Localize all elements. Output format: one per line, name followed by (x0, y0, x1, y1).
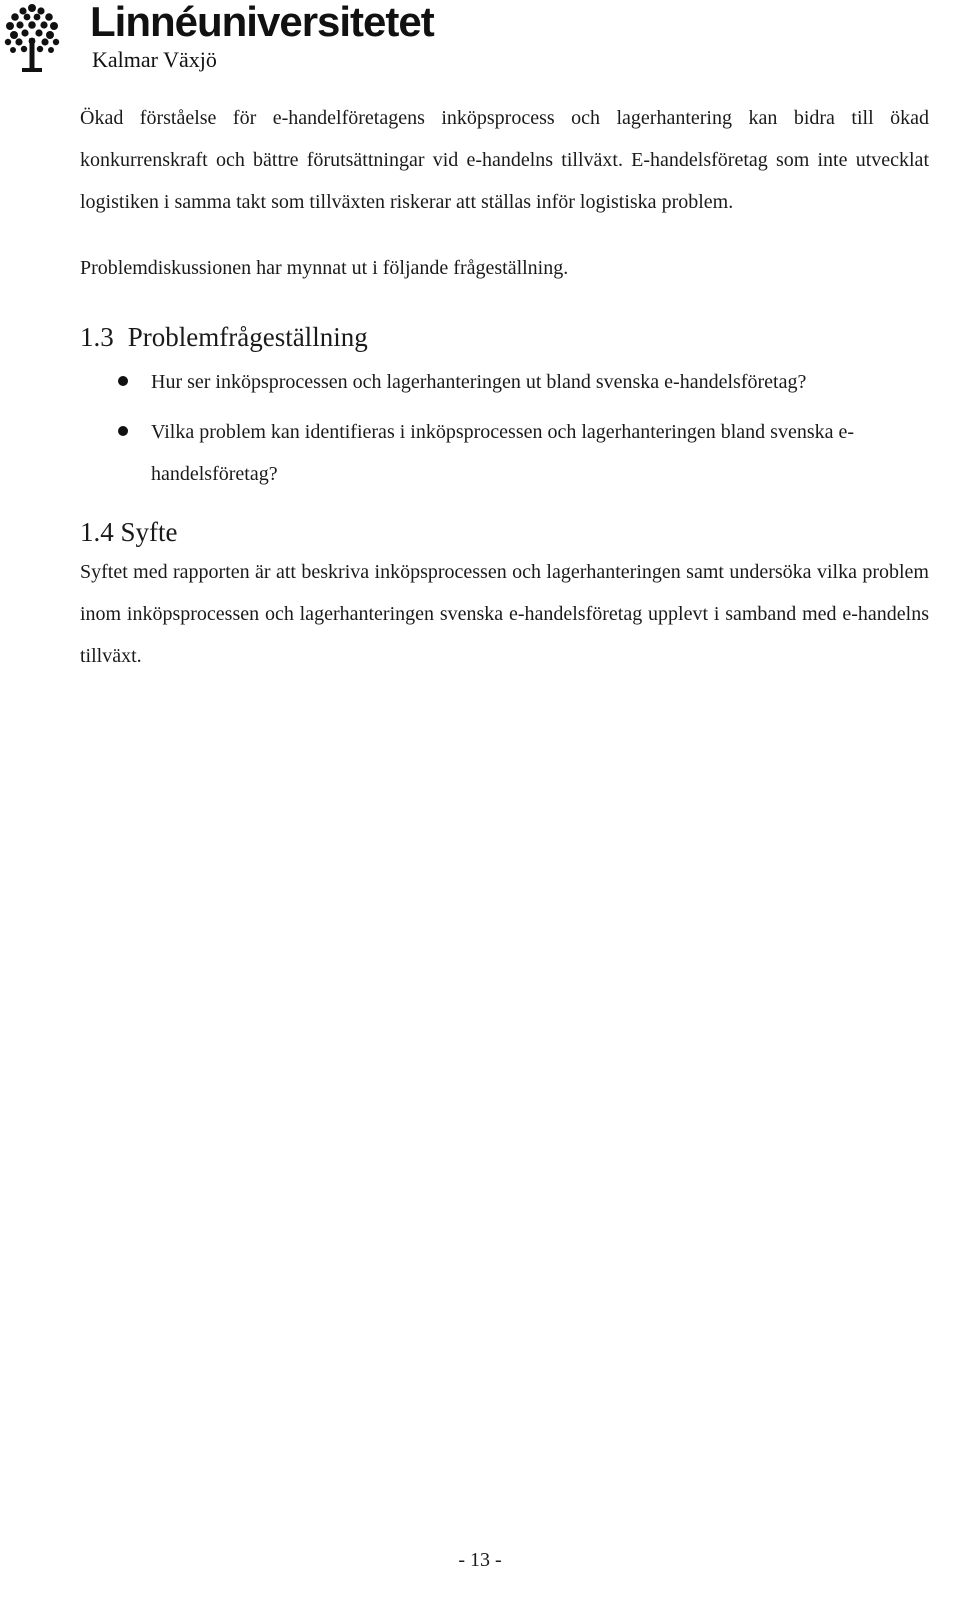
section-title: Syfte (120, 517, 178, 547)
section-title: Problemfrågeställning (127, 322, 368, 352)
section-heading-problem-statement (80, 317, 929, 357)
question-text: Vilka problem kan identifieras i inköpsprocessen och lagerhanteringen bland svenska e-handelsföretag? (151, 421, 855, 485)
question-list (80, 361, 929, 495)
list-item (80, 361, 911, 403)
purpose-paragraph: Syftet med rapporten är att beskriva inköpsprocessen och lagerhanteringen samt undersöka vilka problem inom inköpsprocessen och lagerhanteringen svenska e-handelsföretag upplevt i samband med e-handelns tillväxt. (80, 561, 929, 667)
campus-names: Kalmar Växjö (92, 47, 217, 72)
intro-paragraph: Ökad förståelse för e-handelföretagens inköpsprocess och lagerhantering kan bidra till ökad konkurrenskraft och bättre förutsättningar vid e-handelns tillväxt. E-handelsföretag som inte utvecklat logistiken i samma takt som tillväxten riskerar att ställas inför logistiska problem. (80, 107, 929, 213)
bullet-icon (118, 426, 128, 436)
document-header (4, 2, 524, 74)
bullet-icon (118, 376, 128, 386)
document-body (80, 97, 929, 677)
list-item (80, 411, 911, 495)
tree-logo-icon (4, 2, 60, 74)
question-text: Hur ser inköpsprocessen och lagerhanteringen ut bland svenska e-handelsföretag? (151, 371, 807, 393)
section-number: 1.4 (80, 517, 114, 547)
section-heading-purpose (80, 513, 929, 551)
section-number: 1.3 (80, 322, 114, 352)
transition-paragraph: Problemdiskussionen har mynnat ut i följande frågeställning. (80, 257, 569, 279)
page-number: - 13 - (458, 1549, 502, 1571)
university-name: Linnéuniversitetet (90, 0, 434, 45)
